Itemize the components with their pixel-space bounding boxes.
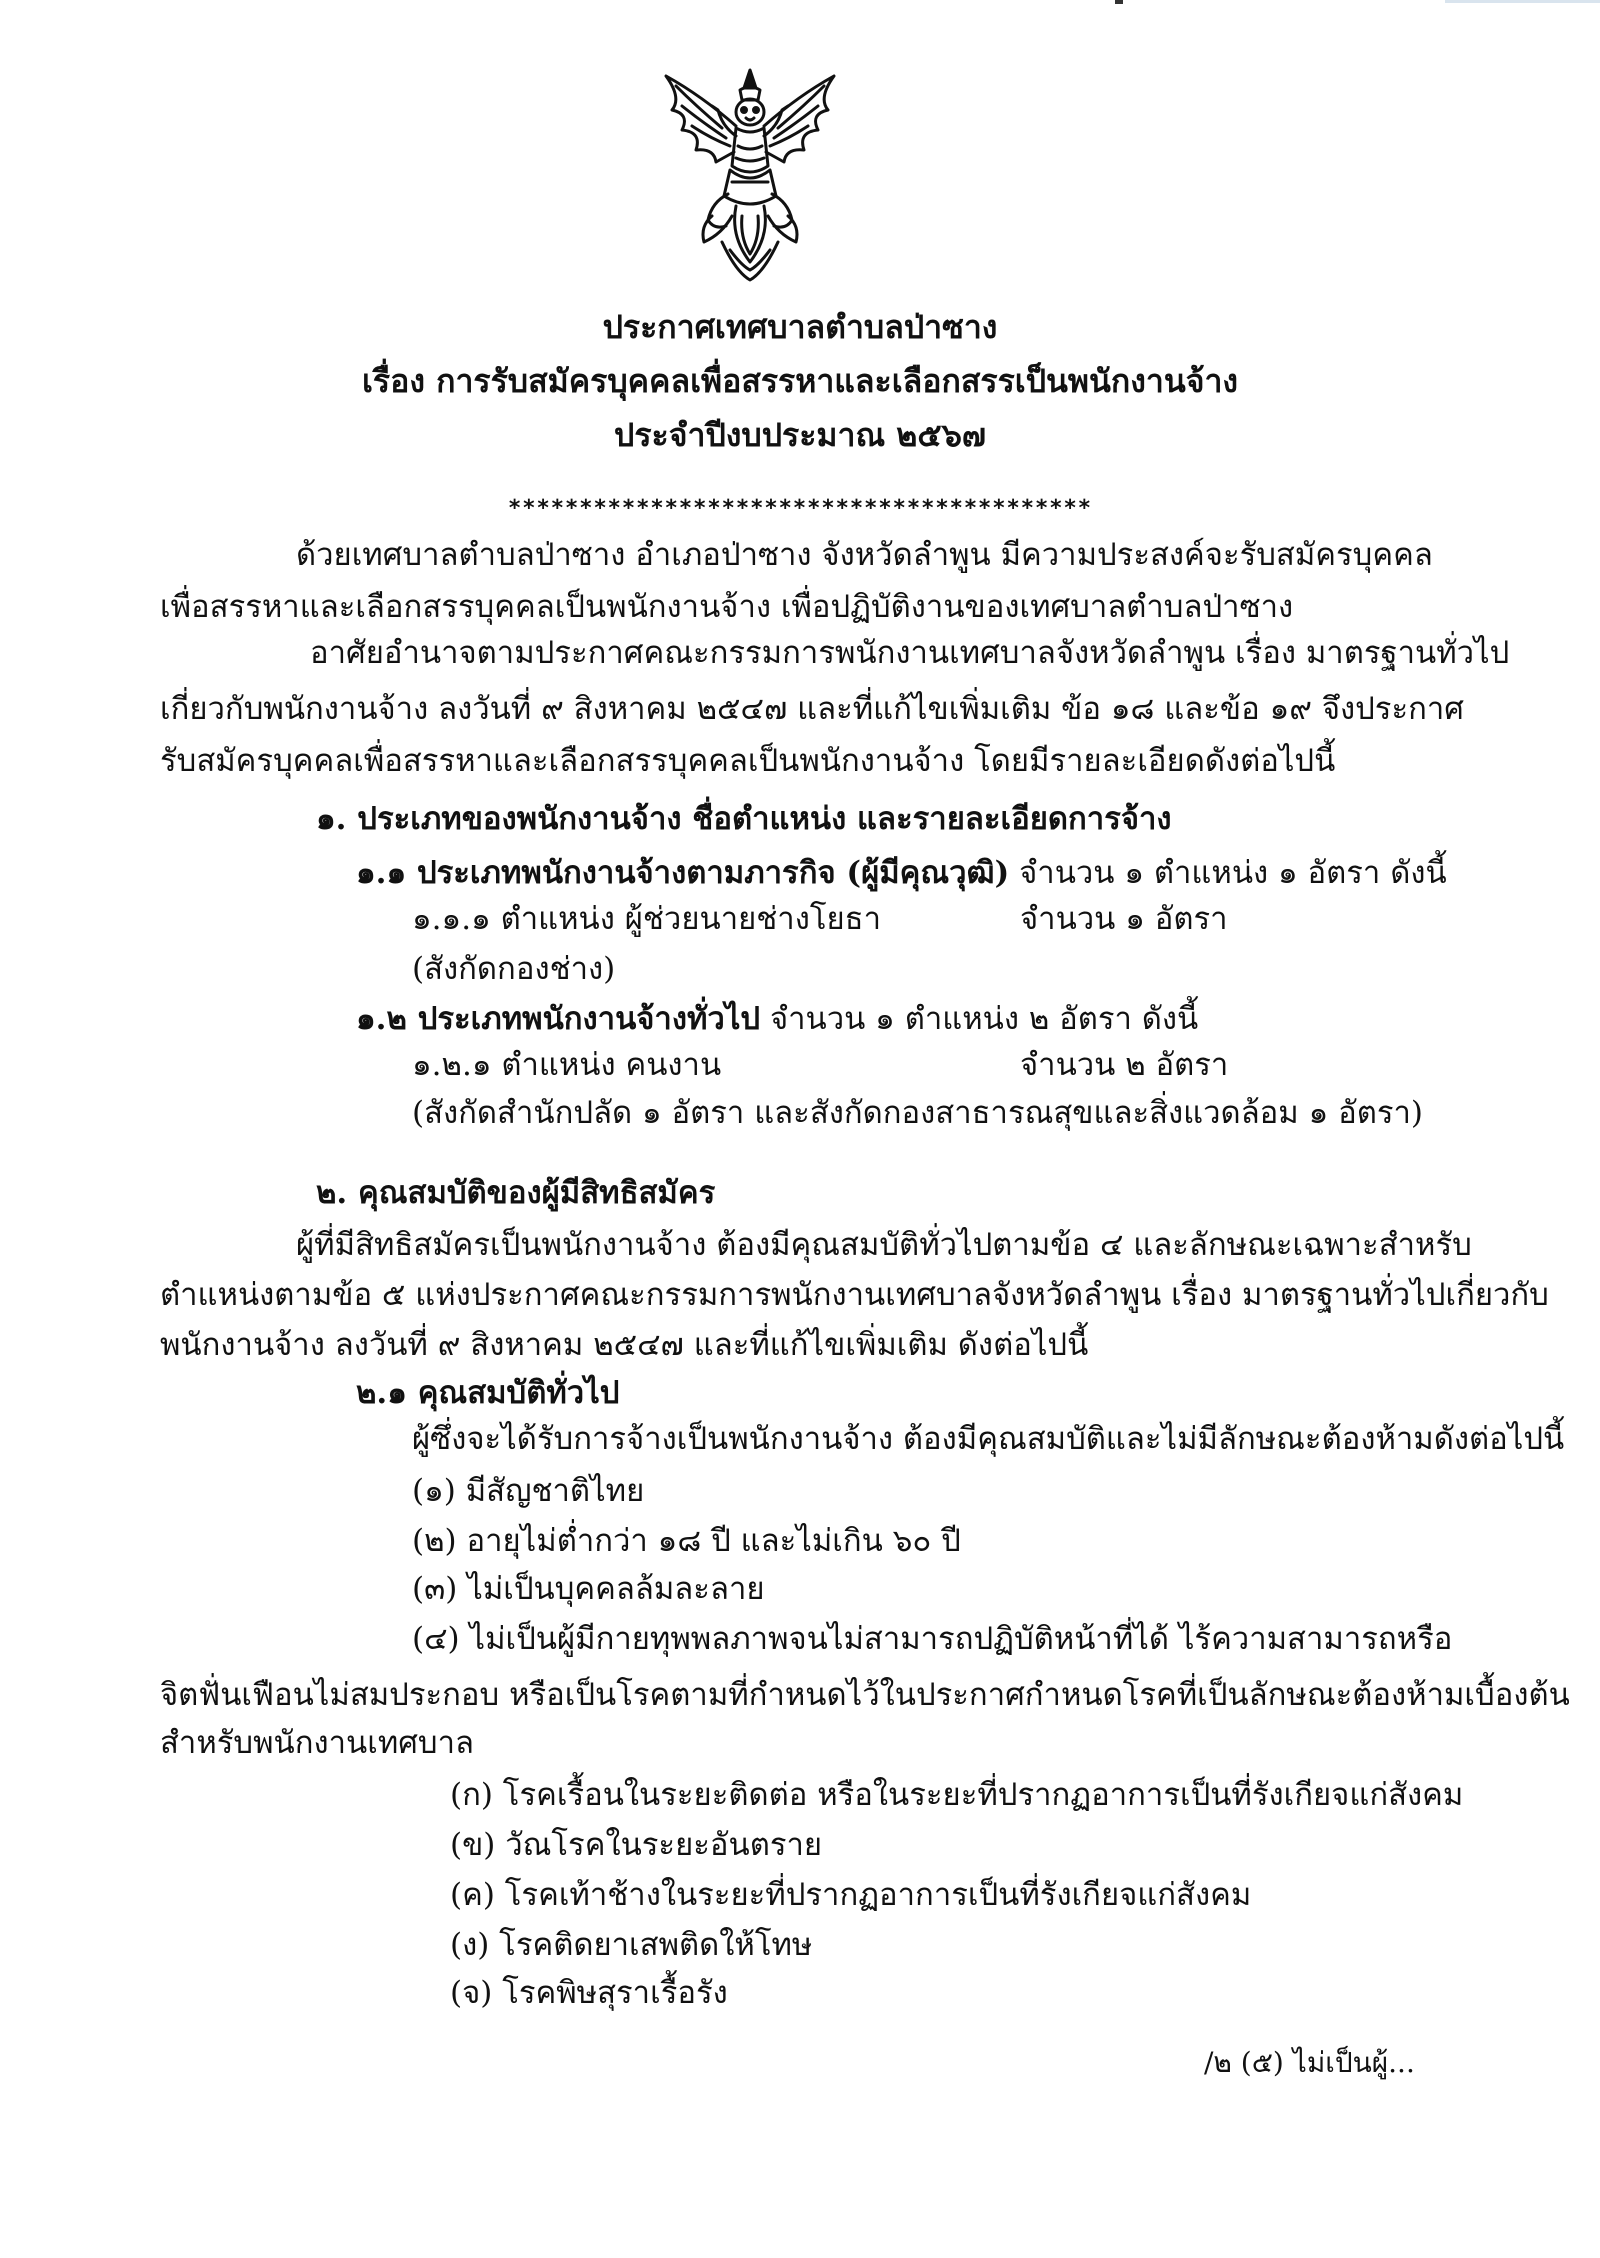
qualification-item: (๓) ไม่เป็นบุคคลล้มละลาย bbox=[412, 1571, 765, 1607]
disease-item: (จ) โรคพิษสุราเรื้อรัง bbox=[450, 1975, 728, 2011]
announcement-subject: เรื่อง การรับสมัครบุคคลเพื่อสรรหาและเลือกสรรเป็นพนักงานจ้าง bbox=[361, 362, 1239, 400]
disease-item: (ง) โรคติดยาเสพติดให้โทษ bbox=[450, 1927, 813, 1963]
section2-paragraph-line: พนักงานจ้าง ลงวันที่ ๙ สิงหาคม ๒๕๔๗ และที่แก้ไขเพิ่มเติม ดังต่อไปนี้ bbox=[160, 1327, 1089, 1363]
qualification-item-continued: สำหรับพนักงานเทศบาล bbox=[160, 1725, 475, 1761]
garuda-emblem-icon bbox=[652, 66, 848, 286]
position-1-2-1-note: (สังกัดสำนักปลัด ๑ อัตรา และสังกัดกองสาธารณสุขและสิ่งแวดล้อม ๑ อัตรา) bbox=[412, 1095, 1424, 1131]
qualification-item: (๒) อายุไม่ต่ำกว่า ๑๘ ปี และไม่เกิน ๖๐ ปี bbox=[412, 1523, 961, 1559]
position-1-1-1: ๑.๑.๑ ตำแหน่ง ผู้ช่วยนายช่างโยธา bbox=[412, 901, 881, 937]
intro-paragraph-line: ด้วยเทศบาลตำบลป่าซาง อำเภอป่าซาง จังหวัดลำพูน มีความประสงค์จะรับสมัครบุคคล bbox=[296, 537, 1433, 573]
qualification-item: (๑) มีสัญชาติไทย bbox=[412, 1473, 645, 1509]
section2-1-heading: ๒.๑ คุณสมบัติทั่วไป bbox=[356, 1375, 620, 1411]
position-1-1-1-count: จำนวน ๑ อัตรา bbox=[1020, 901, 1228, 937]
section1-2-line bbox=[356, 996, 1198, 1042]
section1-heading: ๑. ประเภทของพนักงานจ้าง ชื่อตำแหน่ง และรายละเอียดการจ้าง bbox=[316, 801, 1172, 837]
intro-paragraph-line: อาศัยอำนาจตามประกาศคณะกรรมการพนักงานเทศบาลจังหวัดลำพูน เรื่อง มาตรฐานทั่วไป bbox=[310, 635, 1510, 671]
section2-heading: ๒. คุณสมบัติของผู้มีสิทธิสมัคร bbox=[316, 1175, 716, 1211]
section1-1-line bbox=[356, 850, 1447, 896]
intro-paragraph-line: เกี่ยวกับพนักงานจ้าง ลงวันที่ ๙ สิงหาคม ๒๕๔๗ และที่แก้ไขเพิ่มเติม ข้อ ๑๘ และข้อ ๑๙ จึงประกาศ bbox=[160, 691, 1464, 727]
section1-1-detail: จำนวน ๑ ตำแหน่ง ๑ อัตรา ดังนี้ bbox=[1009, 855, 1447, 891]
intro-paragraph-line: รับสมัครบุคคลเพื่อสรรหาและเลือกสรรบุคคลเป็นพนักงานจ้าง โดยมีรายละเอียดดังต่อไปนี้ bbox=[160, 743, 1336, 779]
position-1-2-1-count: จำนวน ๒ อัตรา bbox=[1020, 1047, 1229, 1083]
position-1-2-1: ๑.๒.๑ ตำแหน่ง คนงาน bbox=[412, 1047, 722, 1083]
intro-paragraph-line: เพื่อสรรหาและเลือกสรรบุคคลเป็นพนักงานจ้าง เพื่อปฏิบัติงานของเทศบาลตำบลป่าซาง bbox=[160, 589, 1294, 625]
announcement-fiscal-year: ประจำปีงบประมาณ ๒๕๖๗ bbox=[614, 416, 986, 454]
section1-1-heading: ๑.๑ ประเภทพนักงานจ้างตามภารกิจ (ผู้มีคุณวุฒิ) bbox=[356, 855, 1010, 891]
header-separator: ***************************************** bbox=[507, 496, 1093, 521]
disease-item: (ก) โรคเรื้อนในระยะติดต่อ หรือในระยะที่ปรากฏอาการเป็นที่รังเกียจแก่สังคม bbox=[450, 1777, 1464, 1813]
announcement-title: ประกาศเทศบาลตำบลป่าซาง bbox=[602, 308, 998, 346]
qualification-item: (๔) ไม่เป็นผู้มีกายทุพพลภาพจนไม่สามารถปฏิบัติหน้าที่ได้ ไร้ความสามารถหรือ bbox=[412, 1621, 1453, 1657]
section2-paragraph-line: ผู้ที่มีสิทธิสมัครเป็นพนักงานจ้าง ต้องมีคุณสมบัติทั่วไปตามข้อ ๔ และลักษณะเฉพาะสำหรับ bbox=[296, 1227, 1472, 1263]
page-continuation: /๒ (๕) ไม่เป็นผู้... bbox=[1204, 2046, 1415, 2079]
scan-edge-marks bbox=[1115, 0, 1600, 6]
disease-item: (ค) โรคเท้าช้างในระยะที่ปรากฏอาการเป็นที่รังเกียจแก่สังคม bbox=[450, 1877, 1252, 1913]
qualification-item-continued: จิตฟั่นเฟือนไม่สมประกอบ หรือเป็นโรคตามที่กำหนดไว้ในประกาศกำหนดโรคที่เป็นลักษณะต้องห้ามเบื้องต้น bbox=[160, 1677, 1570, 1713]
position-1-1-1-note: (สังกัดกองช่าง) bbox=[412, 951, 616, 987]
section1-2-detail: จำนวน ๑ ตำแหน่ง ๒ อัตรา ดังนี้ bbox=[760, 1001, 1199, 1037]
section1-2-heading: ๑.๒ ประเภทพนักงานจ้างทั่วไป bbox=[356, 1001, 761, 1037]
section2-1-intro: ผู้ซึ่งจะได้รับการจ้างเป็นพนักงานจ้าง ต้องมีคุณสมบัติและไม่มีลักษณะต้องห้ามดังต่อไปนี้ bbox=[412, 1421, 1565, 1457]
section2-paragraph-line: ตำแหน่งตามข้อ ๕ แห่งประกาศคณะกรรมการพนักงานเทศบาลจังหวัดลำพูน เรื่อง มาตรฐานทั่วไปเกี่ยวกับ bbox=[160, 1277, 1549, 1313]
disease-item: (ข) วัณโรคในระยะอันตราย bbox=[450, 1827, 823, 1863]
